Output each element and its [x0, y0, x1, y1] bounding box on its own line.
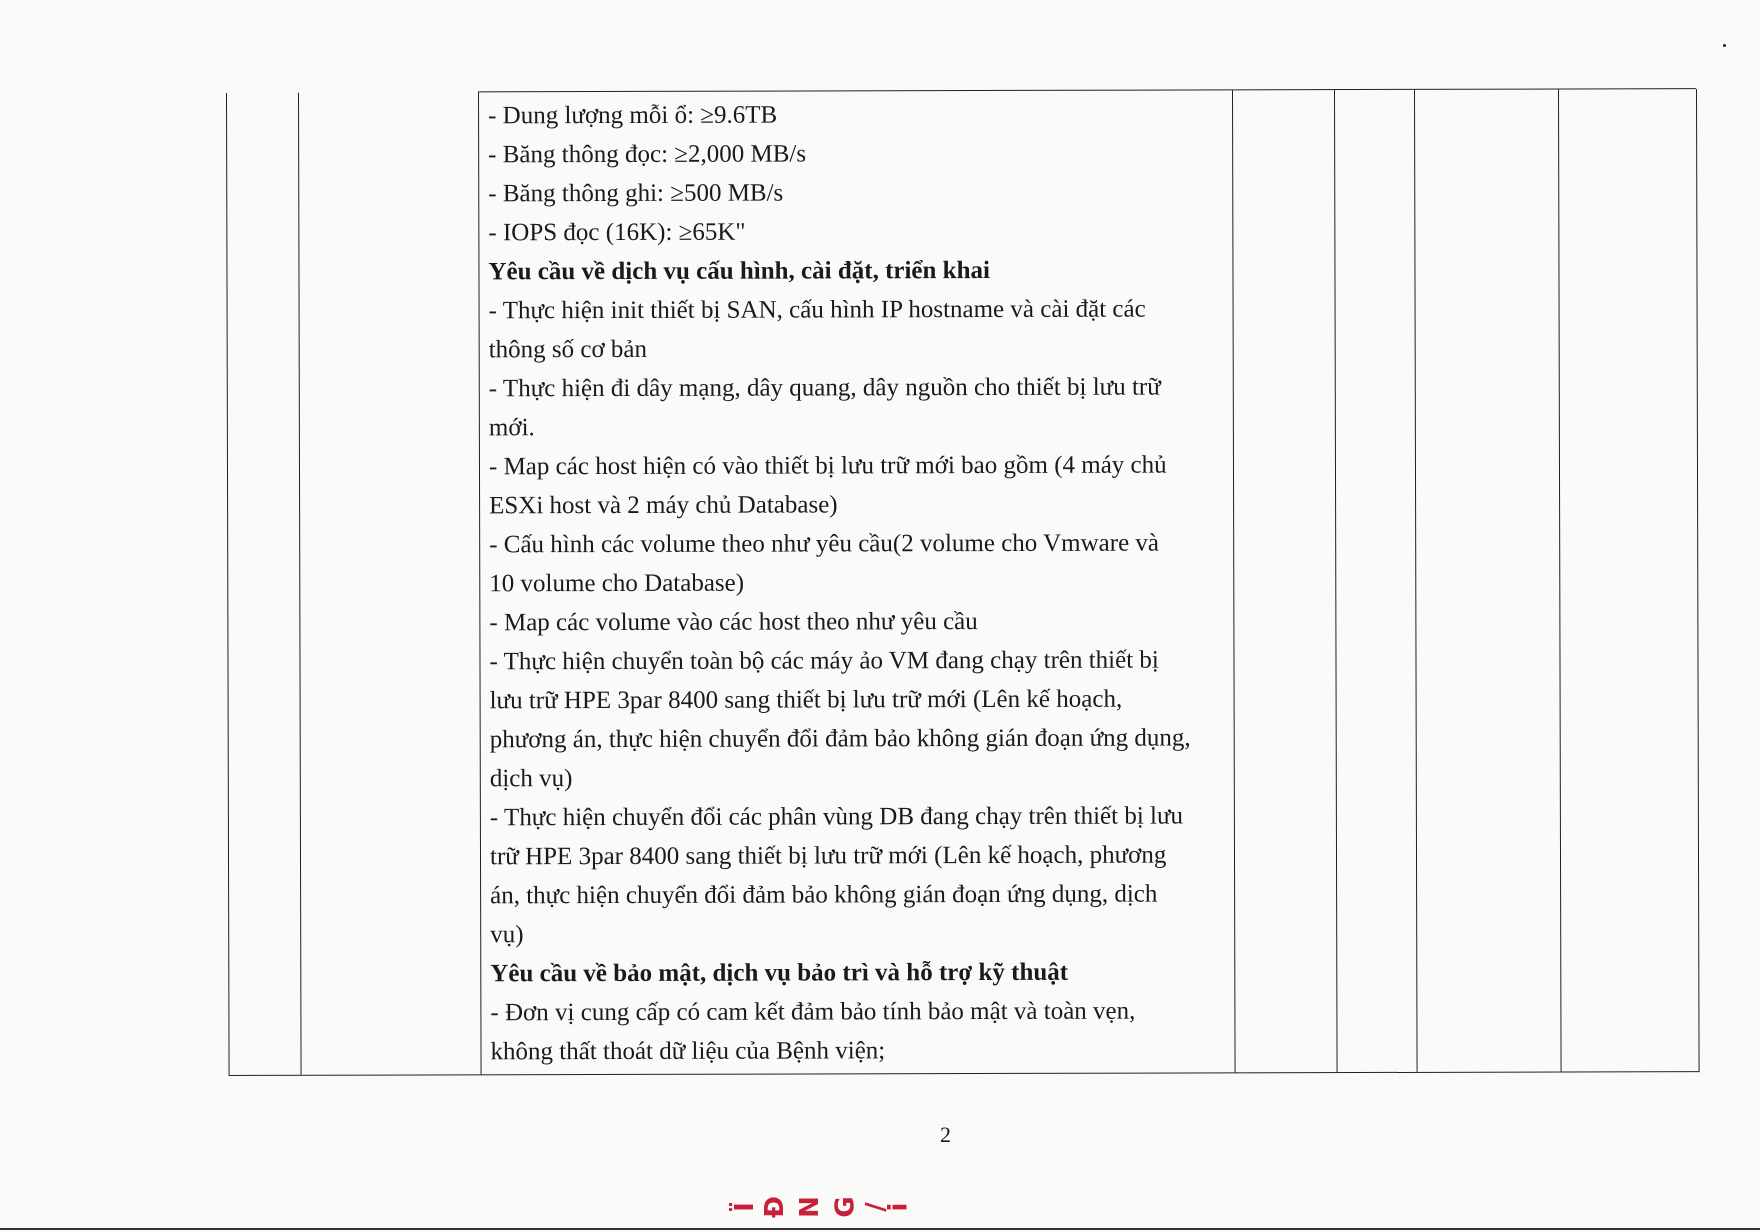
technical-requirements-cell — [488, 94, 1451, 1072]
requirement-line: mới. — [488, 414, 535, 442]
requirement-line: - Map các host hiện có vào thiết bị lưu trữ mới bao gồm (4 máy chủ — [488, 451, 1167, 481]
requirement-line: án, thực hiện chuyển đổi đảm bảo không gián đoạn ứng dụng, dịch — [490, 880, 1158, 910]
requirement-line: - Dung lượng mỗi ổ: ≥9.6TB — [488, 101, 778, 130]
spec-table — [226, 89, 1700, 1076]
requirement-line: - Map các volume vào các host theo như yêu cầu — [489, 608, 978, 637]
table-column-border-1 — [226, 93, 230, 1075]
stamp-glyph: G — [830, 1196, 861, 1218]
requirement-line: - Băng thông đọc: ≥2,000 MB/s — [488, 140, 807, 169]
scan-bottom-edge — [0, 1228, 1760, 1230]
requirement-line: - Thực hiện đi dây mạng, dây quang, dây nguồn cho thiết bị lưu trữ — [488, 373, 1161, 403]
stamp-glyph: i — [883, 1202, 914, 1212]
stamp-glyph: N — [795, 1196, 826, 1218]
requirement-line: ESXi host và 2 máy chủ Database) — [489, 491, 838, 520]
requirement-line: 10 volume cho Database) — [489, 569, 745, 598]
stamp-glyph: / — [860, 1202, 891, 1212]
requirement-line: lưu trữ HPE 3par 8400 sang thiết bị lưu trữ mới (Lên kế hoạch, — [489, 685, 1123, 715]
requirement-line: - Cấu hình các volume theo như yêu cầu(2 volume cho Vmware và — [489, 529, 1160, 559]
requirement-line: dịch vụ) — [489, 765, 573, 793]
requirement-line: - Đơn vị cung cấp có cam kết đảm bảo tính bảo mật và toàn vẹn, — [490, 997, 1136, 1027]
red-stamp-fragment — [729, 1192, 970, 1232]
requirement-line: - Băng thông ghi: ≥500 MB/s — [488, 179, 784, 208]
table-column-border-3 — [478, 92, 482, 1074]
requirement-line: trữ HPE 3par 8400 sang thiết bị lưu trữ mới (Lên kế hoạch, phương — [489, 841, 1167, 871]
stamp-glyph: Ï — [729, 1202, 760, 1212]
table-top-border — [478, 88, 1696, 92]
scan-speck — [1723, 44, 1726, 47]
table-column-border-7 — [1558, 90, 1562, 1072]
page-number: 2 — [940, 1122, 951, 1147]
requirement-line: phương án, thực hiện chuyển đổi đảm bảo không gián đoạn ứng dụng, — [489, 724, 1191, 754]
requirement-line: thông số cơ bản — [488, 335, 648, 364]
requirement-line: - Thực hiện chuyển toàn bộ các máy ảo VM đang chạy trên thiết bị — [489, 646, 1159, 676]
table-column-border-2 — [298, 93, 302, 1075]
stamp-glyph: Đ — [759, 1196, 790, 1218]
requirement-line: - IOPS đọc (16K): ≥65K" — [488, 218, 746, 247]
section-heading: Yêu cầu về bảo mật, dịch vụ bảo trì và hỗ trợ kỹ thuật — [490, 958, 1069, 988]
section-heading: Yêu cầu về dịch vụ cấu hình, cài đặt, triển khai — [488, 257, 990, 286]
requirement-line: - Thực hiện chuyển đổi các phân vùng DB đang chạy trên thiết bị lưu — [489, 802, 1184, 832]
requirement-line: vụ) — [490, 921, 524, 949]
requirement-line: - Thực hiện init thiết bị SAN, cấu hình IP hostname và cài đặt các — [488, 295, 1146, 325]
requirement-line: không thất thoát dữ liệu của Bệnh viện; — [490, 1037, 886, 1066]
